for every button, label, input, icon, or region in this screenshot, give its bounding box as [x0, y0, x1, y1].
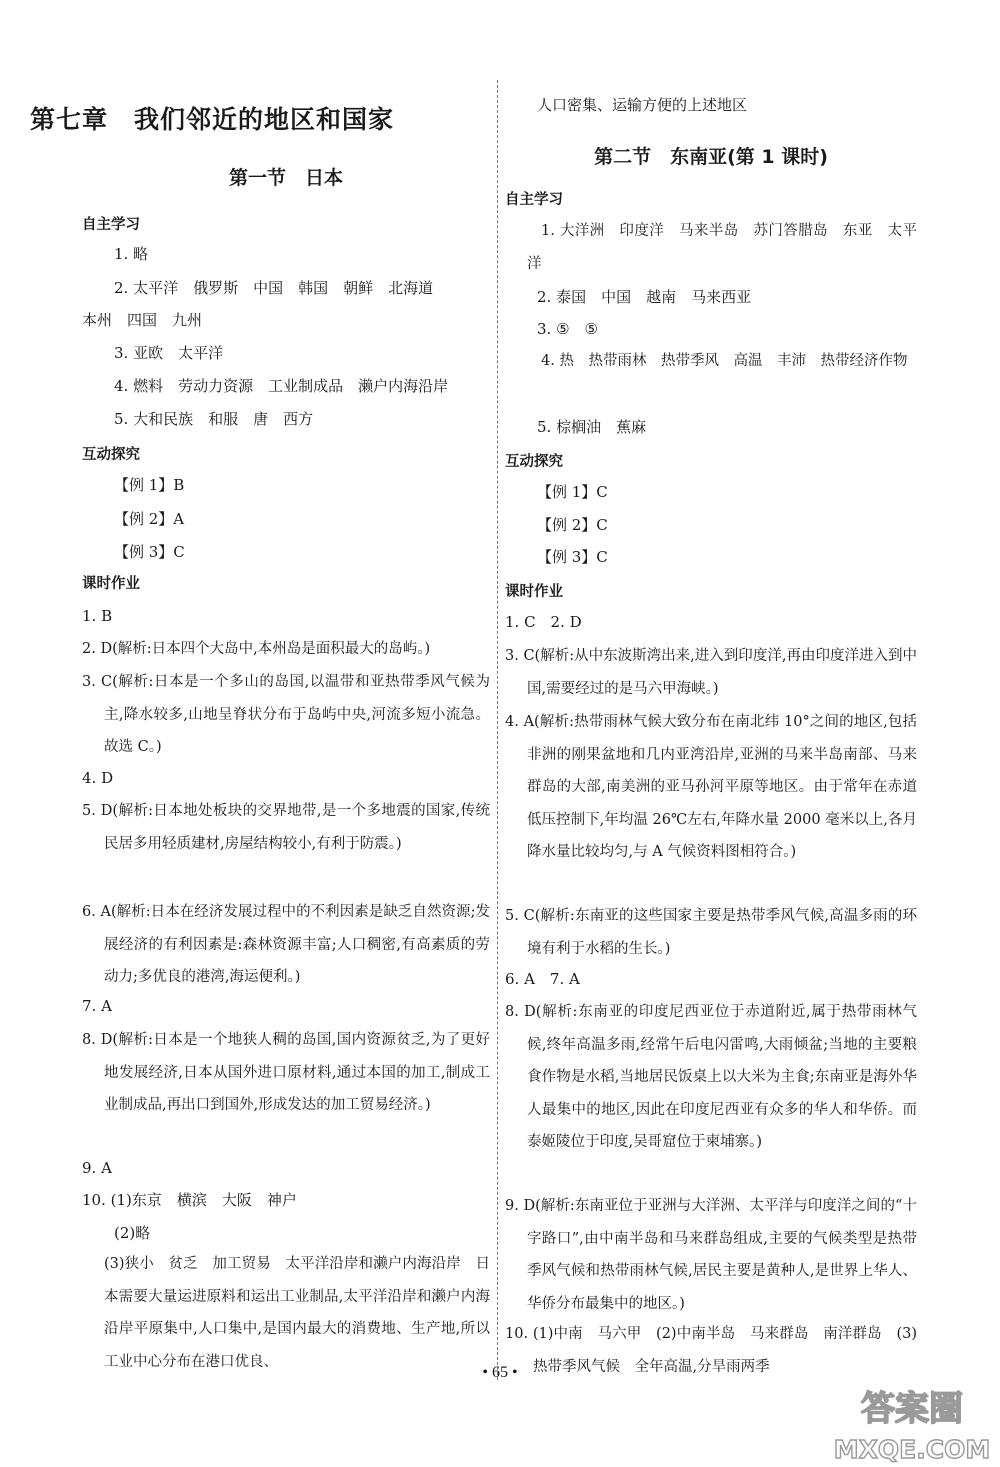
example-answer: 【例 1】B — [114, 476, 185, 494]
interactive-header: 互动探究 — [82, 447, 140, 463]
list-item: 2. 泰国 中国 越南 马来西亚 — [537, 288, 752, 306]
list-item: 5. 大和民族 和服 唐 西方 — [114, 410, 314, 428]
page-number: • 65 • — [482, 1364, 518, 1381]
homework-answer: 6. A(解析:日本在经济发展过程中的不利因素是缺乏自然资源;发展经济的有利因素是:森林资源丰富;人口稠密,有高素质的劳动力;多优良的港湾,海运便利。) — [82, 904, 490, 985]
homework-answer: 5. C(解析:东南亚的这些国家主要是热带季风气候,高温多雨的环境有利于水稻的生长。) — [505, 908, 917, 957]
homework-answer: 4. A(解析:热带雨林气候大致分布在南北纬 10°之间的地区,包括非洲的刚果盆地和几内亚湾沿岸,亚洲的马来半岛南部、马来群岛的大部,南美洲的亚马孙河平原等地区。由于常年在赤道低压控制下,年均温 26℃左右,年降水量 2000 毫米以上,各月降水量比较均匀,与 A 气候资料图相符合。) — [505, 714, 917, 860]
homework-answer: (3)狭小 贫乏 加工贸易 太平洋沿岸和濑户内海沿岸 日本需要大量运进原料和运出工业制品,太平洋沿岸和濑户内海沿岸平原集中,人口集中,是国内最大的消费地、生产地,所以工业中心分布在港口优良、 — [104, 1256, 490, 1370]
watermark-text: 答案圈 — [861, 1389, 963, 1429]
homework-answer: 2. D(解析:日本四个大岛中,本州岛是面积最大的岛屿。) — [82, 641, 431, 657]
homework-answer: 9. A — [82, 1159, 112, 1177]
self-study-header: 自主学习 — [505, 192, 563, 208]
list-item: 1. 略 — [114, 245, 149, 263]
homework-answer: 8. D(解析:东南亚的印度尼西亚位于赤道附近,属于热带雨林气候,终年高温多雨,经常午后电闪雷鸣,大雨倾盆;当地的主要粮食作物是水稻,当地居民饭桌上以大米为主食;东南亚是海外华人最集中的地区,因此在印度尼西亚有众多的华人和华侨。而泰姬陵位于印度,吴哥窟位于柬埔寨。) — [505, 1004, 917, 1150]
example-answer: 【例 3】C — [537, 548, 608, 566]
homework-answer: 7. A — [82, 997, 112, 1015]
section-title-japan: 第一节 日本 — [228, 167, 343, 189]
list-item: 本州 四国 九州 — [82, 311, 203, 329]
homework-answer: 10. (1)中南 马六甲 (2)中南半岛 马来群岛 南洋群岛 (3)热带季风气候 全年高温,分旱雨两季 — [505, 1326, 917, 1375]
list-item: 3. ⑤ ⑤ — [537, 320, 598, 338]
homework-answer: 1. C 2. D — [505, 613, 582, 631]
list-item: 3. 亚欧 太平洋 — [114, 344, 224, 362]
watermark-logo — [820, 1378, 1000, 1467]
homework-answer: 6. A 7. A — [505, 970, 580, 988]
homework-answer: 9. D(解析:东南亚位于亚洲与大洋洲、太平洋与印度洋之间的“十字路口”,由中南半岛和马来群岛组成,主要的气候类型是热带季风气候和热带雨林气候,居民主要是黄种人,是世界上华人、华侨分布最集中的地区。) — [505, 1198, 917, 1312]
homework-answer: 3. C(解析:从中东波斯湾出来,进入到印度洋,再由印度洋进入到中国,需要经过的是马六甲海峡。) — [505, 648, 917, 697]
section-title-southeast-asia: 第二节 东南亚(第 1 课时) — [594, 146, 828, 168]
watermark-url: MXQE.COM — [833, 1435, 991, 1464]
homework-header: 课时作业 — [505, 584, 563, 600]
interactive-header: 互动探究 — [505, 454, 563, 470]
homework-answer: 4. D — [82, 769, 114, 787]
homework-header: 课时作业 — [82, 576, 140, 592]
homework-answer: 10. (1)东京 横滨 大阪 神户 — [82, 1191, 297, 1209]
homework-answer: 5. D(解析:日本地处板块的交界地带,是一个多地震的国家,传统民居多用轻质建材,房屋结构较小,有利于防震。) — [82, 803, 490, 852]
homework-answer: (2)略 — [114, 1224, 151, 1242]
self-study-header: 自主学习 — [82, 217, 140, 233]
example-answer: 【例 3】C — [114, 543, 185, 561]
list-item: 5. 棕榈油 蕉麻 — [537, 418, 647, 436]
homework-answer: 3. C(解析:日本是一个多山的岛国,以温带和亚热带季风气候为主,降水较多,山地呈脊状分布于岛屿中央,河流多短小流急。故选 C。) — [82, 674, 490, 755]
list-item: 4. 热 热带雨林 热带季风 高温 丰沛 热带经济作物 — [541, 353, 908, 369]
example-answer: 【例 1】C — [537, 483, 608, 501]
list-item: 4. 燃料 劳动力资源 工业制成品 濑户内海沿岸 — [114, 377, 449, 395]
homework-answer: 1. B — [82, 607, 113, 625]
continuation-text: 人口密集、运输方便的上述地区 — [537, 96, 748, 114]
list-item: 1. 大洋洲 印度洋 马来半岛 苏门答腊岛 东亚 太平洋 — [527, 223, 917, 272]
homework-answer: 8. D(解析:日本是一个地狭人稠的岛国,国内资源贫乏,为了更好地发展经济,日本从国外进口原材料,通过本国的加工,制成工业制成品,再出口到国外,形成发达的加工贸易经济。) — [82, 1032, 490, 1113]
example-answer: 【例 2】C — [537, 516, 608, 534]
list-item: 2. 太平洋 俄罗斯 中国 韩国 朝鲜 北海道 — [114, 279, 434, 297]
example-answer: 【例 2】A — [114, 510, 185, 528]
chapter-title: 第七章 我们邻近的地区和国家 — [30, 105, 395, 134]
column-divider — [497, 80, 498, 1380]
